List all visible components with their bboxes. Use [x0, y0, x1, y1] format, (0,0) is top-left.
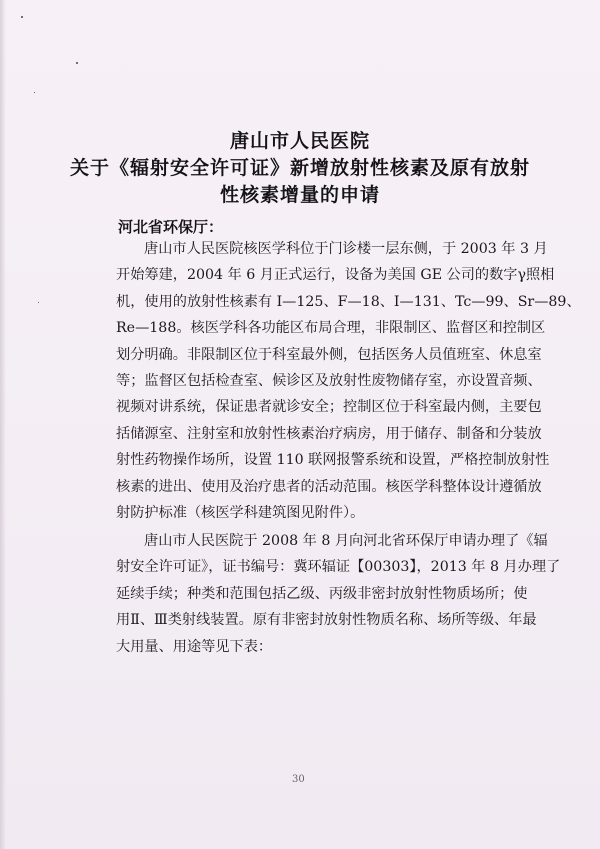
paragraph-line: 等；监督区包括检查室、候诊区及放射性废物储存室，亦设置音频、	[116, 373, 542, 390]
paragraph-line: 射性药物操作场所，设置 110 联网报警系统和设置，严格控制放射性	[116, 452, 550, 469]
paragraph-line: 射防护标准（核医学科建筑图见附件）。	[116, 505, 365, 522]
paragraph-line: 括储源室、注射室和放射性核素治疗病房，用于储存、制备和分装放	[116, 425, 542, 442]
title-line-subject: 关于《辐射安全许可证》新增放射性核素及原有放射	[69, 157, 530, 179]
paragraph-line: 唐山市人民医院于 2008 年 8 月向河北省环保厅申请办理了《辐	[144, 533, 548, 549]
paragraph-line: 射安全许可证》，证书编号：冀环辐证【00303】，2013 年 8 月办理了	[116, 559, 561, 576]
paragraph-line: 划分明确。非限制区位于科室最外侧，包括医务人员值班室、休息室	[116, 346, 542, 363]
paragraph-line: 用Ⅱ、Ⅲ类射线装置。原有非密封放射性物质名称、场所等级、年最	[116, 612, 537, 629]
paragraph-2	[116, 528, 561, 660]
paragraph-line: 大用量、用途等见下表：	[116, 638, 273, 655]
paragraph-1	[116, 236, 581, 526]
scan-speck	[34, 92, 35, 93]
paragraph-line: 唐山市人民医院核医学科位于门诊楼一层东侧，于 2003 年 3 月	[144, 241, 548, 257]
title-line-subject-cont: 性核素增量的申请	[219, 184, 380, 206]
paragraph-line: 机，使用的放射性核素有 I—125、F—18、I—131、Tc—99、Sr—89、	[116, 293, 581, 310]
scan-speck	[21, 16, 23, 18]
document-title	[0, 128, 600, 209]
page-number: 30	[292, 774, 305, 785]
title-line-hospital: 唐山市人民医院	[229, 130, 370, 152]
paragraph-line: Re—188。核医学科各功能区布局合理，非限制区、监督区和控制区	[116, 320, 546, 337]
salutation: 河北省环保厅：	[118, 218, 224, 236]
paragraph-line: 核素的进出、使用及治疗患者的活动范围。核医学科整体设计遵循放	[116, 478, 542, 495]
scan-speck	[76, 62, 78, 64]
paragraph-line: 视频对讲系统，保证患者就诊安全；控制区位于科室最内侧，主要包	[116, 399, 542, 416]
scan-speck	[38, 302, 39, 303]
paragraph-line: 延续手续；种类和范围包括乙级、丙级非密封放射性物质场所；使	[116, 585, 528, 602]
paragraph-line: 开始筹建，2004 年 6 月正式运行，设备为美国 GE 公司的数字γ照相	[116, 267, 555, 284]
